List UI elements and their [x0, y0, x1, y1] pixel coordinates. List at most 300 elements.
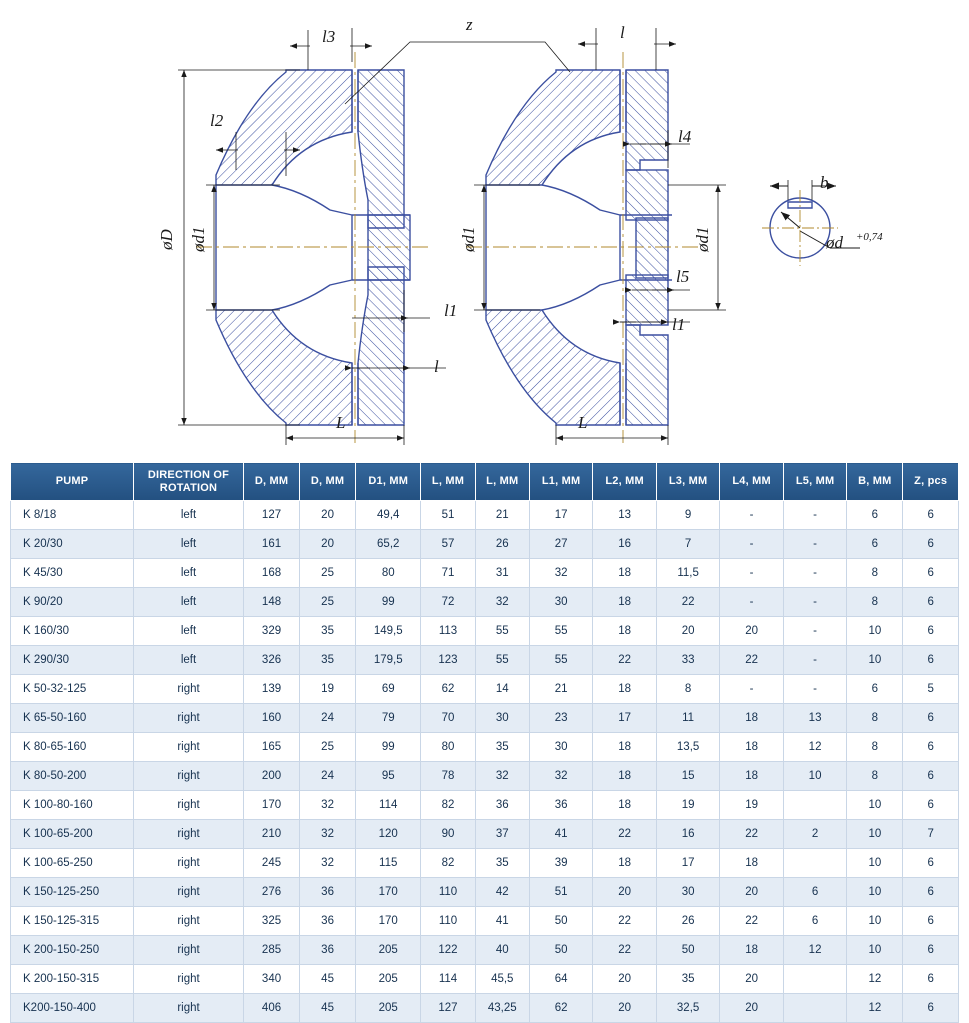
table-cell: 90 — [421, 820, 475, 849]
table-cell: 8 — [847, 588, 903, 617]
table-cell: 20 — [300, 530, 356, 559]
header-b: B, MM — [847, 463, 903, 501]
table-cell — [783, 994, 846, 1023]
table-cell: - — [720, 501, 783, 530]
table-row — [11, 936, 959, 965]
table-cell: 6 — [903, 878, 959, 907]
table-cell: 210 — [244, 820, 300, 849]
table-cell: 21 — [529, 675, 592, 704]
label-l-left: l — [434, 357, 439, 376]
table-row — [11, 907, 959, 936]
cell-pump-model: K 65-50-160 — [11, 704, 134, 733]
table-cell: 325 — [244, 907, 300, 936]
table-cell: 65,2 — [356, 530, 421, 559]
table-cell: 22 — [593, 646, 656, 675]
table-cell: 33 — [656, 646, 719, 675]
table-cell: 32 — [300, 849, 356, 878]
table-cell: 36 — [475, 791, 529, 820]
header-l3: L3, MM — [656, 463, 719, 501]
table-cell: 24 — [300, 704, 356, 733]
table-cell: 22 — [593, 936, 656, 965]
table-row — [11, 878, 959, 907]
table-cell: 12 — [783, 733, 846, 762]
table-cell: right — [134, 849, 244, 878]
table-cell: 10 — [847, 849, 903, 878]
table-cell: 161 — [244, 530, 300, 559]
table-cell: 24 — [300, 762, 356, 791]
table-row — [11, 588, 959, 617]
label-l4: l4 — [678, 127, 692, 146]
table-cell: 20 — [593, 878, 656, 907]
table-cell: 10 — [847, 791, 903, 820]
table-cell: 32 — [300, 791, 356, 820]
table-cell: 329 — [244, 617, 300, 646]
table-cell: 8 — [847, 762, 903, 791]
table-cell: right — [134, 936, 244, 965]
table-cell: - — [720, 675, 783, 704]
cell-pump-model: K 80-65-160 — [11, 733, 134, 762]
table-cell: 49,4 — [356, 501, 421, 530]
table-cell: - — [720, 559, 783, 588]
table-cell: 95 — [356, 762, 421, 791]
table-cell: 62 — [421, 675, 475, 704]
table-cell: 406 — [244, 994, 300, 1023]
table-cell: - — [783, 646, 846, 675]
label-z: z — [466, 15, 473, 34]
table-cell: 7 — [656, 530, 719, 559]
table-cell: 10 — [847, 617, 903, 646]
table-cell: 148 — [244, 588, 300, 617]
table-cell: 15 — [656, 762, 719, 791]
table-cell: 6 — [903, 559, 959, 588]
table-cell: 170 — [356, 878, 421, 907]
table-cell: 18 — [720, 762, 783, 791]
table-cell: 170 — [356, 907, 421, 936]
cell-pump-model: K 45/30 — [11, 559, 134, 588]
table-cell: 20 — [720, 617, 783, 646]
table-cell: left — [134, 530, 244, 559]
table-cell: 179,5 — [356, 646, 421, 675]
header-l: L, MM — [475, 463, 529, 501]
table-cell: - — [783, 559, 846, 588]
table-cell: 18 — [720, 849, 783, 878]
table-cell: 17 — [529, 501, 592, 530]
table-cell: 70 — [421, 704, 475, 733]
header-l5: L5, MM — [783, 463, 846, 501]
header-pump: PUMP — [11, 463, 134, 501]
table-cell: 2 — [783, 820, 846, 849]
table-cell: 18 — [593, 588, 656, 617]
table-cell: 16 — [593, 530, 656, 559]
table-cell: 31 — [475, 559, 529, 588]
table-cell: 17 — [593, 704, 656, 733]
header-z: Z, pcs — [903, 463, 959, 501]
table-cell: 6 — [903, 646, 959, 675]
table-cell: 50 — [529, 907, 592, 936]
table-cell: 11 — [656, 704, 719, 733]
shaft-keyway-detail — [762, 180, 860, 266]
table-cell: 22 — [656, 588, 719, 617]
table-cell: 55 — [475, 617, 529, 646]
table-cell: 36 — [300, 907, 356, 936]
table-cell: 276 — [244, 878, 300, 907]
table-cell: 139 — [244, 675, 300, 704]
table-cell: 205 — [356, 936, 421, 965]
table-cell: right — [134, 994, 244, 1023]
left-impeller-section — [216, 70, 410, 425]
table-cell: 13,5 — [656, 733, 719, 762]
table-row — [11, 675, 959, 704]
table-cell: 80 — [356, 559, 421, 588]
table-cell: 80 — [421, 733, 475, 762]
table-cell: 6 — [783, 878, 846, 907]
table-cell: 6 — [903, 849, 959, 878]
table-cell: 35 — [656, 965, 719, 994]
table-cell: right — [134, 791, 244, 820]
table-row — [11, 733, 959, 762]
table-cell: 55 — [475, 646, 529, 675]
table-cell: 99 — [356, 733, 421, 762]
table-cell: 19 — [720, 791, 783, 820]
table-cell: 123 — [421, 646, 475, 675]
table-cell: 6 — [903, 907, 959, 936]
table-cell: right — [134, 878, 244, 907]
table-cell: 57 — [421, 530, 475, 559]
cell-pump-model: K 100-65-250 — [11, 849, 134, 878]
table-cell: 10 — [847, 907, 903, 936]
table-cell: 8 — [847, 733, 903, 762]
table-cell: 19 — [300, 675, 356, 704]
table-cell: 22 — [720, 907, 783, 936]
cell-pump-model: K 90/20 — [11, 588, 134, 617]
table-cell: 245 — [244, 849, 300, 878]
label-L-left: L — [336, 413, 346, 432]
table-cell: 42 — [475, 878, 529, 907]
label-L-right: L — [578, 413, 588, 432]
table-cell: 32 — [529, 762, 592, 791]
table-row — [11, 791, 959, 820]
table-header-row — [11, 463, 959, 501]
table-cell: 26 — [656, 907, 719, 936]
table-cell: 13 — [593, 501, 656, 530]
table-row — [11, 559, 959, 588]
header-l2: L2, MM — [593, 463, 656, 501]
table-cell: 14 — [475, 675, 529, 704]
table-row — [11, 965, 959, 994]
table-cell: 168 — [244, 559, 300, 588]
table-cell: 6 — [847, 530, 903, 559]
table-cell: 35 — [475, 733, 529, 762]
table-cell: 8 — [656, 675, 719, 704]
table-cell: 160 — [244, 704, 300, 733]
table-cell: 22 — [720, 646, 783, 675]
table-cell: 6 — [903, 791, 959, 820]
table-cell: 36 — [300, 936, 356, 965]
table-cell: 19 — [656, 791, 719, 820]
table-cell: 340 — [244, 965, 300, 994]
label-l5: l5 — [676, 267, 690, 286]
table-cell: 32,5 — [656, 994, 719, 1023]
table-body — [11, 501, 959, 1023]
table-cell: 12 — [847, 994, 903, 1023]
table-cell: 6 — [903, 936, 959, 965]
table-cell: 120 — [356, 820, 421, 849]
table-cell: 30 — [529, 733, 592, 762]
table-cell: right — [134, 820, 244, 849]
table-cell: 25 — [300, 733, 356, 762]
table-cell: 16 — [656, 820, 719, 849]
table-cell: - — [720, 530, 783, 559]
table-cell: 64 — [529, 965, 592, 994]
table-cell: 122 — [421, 936, 475, 965]
table-cell: 18 — [593, 733, 656, 762]
cell-pump-model: K 80-50-200 — [11, 762, 134, 791]
table-cell: 41 — [475, 907, 529, 936]
table-cell: 72 — [421, 588, 475, 617]
table-cell: 32 — [300, 820, 356, 849]
table-cell: 25 — [300, 559, 356, 588]
table-cell: 55 — [529, 617, 592, 646]
table-cell: 12 — [783, 936, 846, 965]
table-cell: 6 — [903, 965, 959, 994]
table-cell: 82 — [421, 849, 475, 878]
cell-pump-model: K 20/30 — [11, 530, 134, 559]
table-cell: 45,5 — [475, 965, 529, 994]
cell-pump-model: K 150-125-250 — [11, 878, 134, 907]
table-cell: - — [783, 530, 846, 559]
table-cell: 51 — [421, 501, 475, 530]
table-cell: 45 — [300, 994, 356, 1023]
table-cell: 11,5 — [656, 559, 719, 588]
table-cell: 110 — [421, 878, 475, 907]
label-phi-d: ød — [826, 233, 843, 252]
table-cell: 18 — [720, 733, 783, 762]
table-row — [11, 849, 959, 878]
table-cell: 20 — [720, 965, 783, 994]
table-cell: right — [134, 907, 244, 936]
table-cell: 6 — [783, 907, 846, 936]
table-cell: 12 — [847, 965, 903, 994]
table-cell: 6 — [903, 530, 959, 559]
table-cell: right — [134, 762, 244, 791]
table-cell: 45 — [300, 965, 356, 994]
table-cell: - — [783, 588, 846, 617]
label-phi-D: øD — [157, 229, 176, 250]
table-cell: - — [783, 675, 846, 704]
impeller-technical-drawing — [0, 0, 969, 455]
table-cell: - — [720, 588, 783, 617]
table-cell: 6 — [903, 733, 959, 762]
table-cell: 69 — [356, 675, 421, 704]
table-cell: 32 — [475, 588, 529, 617]
table-cell: 41 — [529, 820, 592, 849]
table-cell: 25 — [300, 588, 356, 617]
table-cell: 114 — [421, 965, 475, 994]
table-cell: 6 — [847, 501, 903, 530]
table-cell — [783, 791, 846, 820]
table-cell: 36 — [529, 791, 592, 820]
table-cell: 18 — [593, 559, 656, 588]
table-cell: 99 — [356, 588, 421, 617]
label-phi-d1-left: ød1 — [189, 226, 208, 252]
table-cell: 17 — [656, 849, 719, 878]
table-cell: 20 — [300, 501, 356, 530]
cell-pump-model: K 8/18 — [11, 501, 134, 530]
table-cell: 36 — [300, 878, 356, 907]
table-cell: right — [134, 965, 244, 994]
table-cell: 62 — [529, 994, 592, 1023]
table-cell: left — [134, 617, 244, 646]
cell-pump-model: K 50-32-125 — [11, 675, 134, 704]
header-l4: L4, MM — [720, 463, 783, 501]
table-row — [11, 646, 959, 675]
table-cell: 6 — [903, 588, 959, 617]
header-d: D, MM — [244, 463, 300, 501]
table-cell: - — [783, 501, 846, 530]
cell-pump-model: K 290/30 — [11, 646, 134, 675]
label-l2: l2 — [210, 111, 224, 130]
table-cell: 18 — [720, 704, 783, 733]
cell-pump-model: K 100-80-160 — [11, 791, 134, 820]
label-phi-d1-right: ød1 — [693, 226, 712, 252]
table-cell: 18 — [593, 849, 656, 878]
label-b: b — [820, 173, 829, 192]
table-cell: 205 — [356, 994, 421, 1023]
table-cell: 18 — [593, 617, 656, 646]
table-cell: 23 — [529, 704, 592, 733]
table-cell: 6 — [903, 704, 959, 733]
table-cell: 7 — [903, 820, 959, 849]
label-l3: l3 — [322, 27, 336, 46]
table-cell: 18 — [593, 675, 656, 704]
header-d1: D1, MM — [356, 463, 421, 501]
table-cell: 5 — [903, 675, 959, 704]
table-cell: 9 — [656, 501, 719, 530]
table-cell: 13 — [783, 704, 846, 733]
table-cell: 27 — [529, 530, 592, 559]
table-head — [11, 463, 959, 501]
table-cell: 18 — [593, 762, 656, 791]
table-cell: 35 — [475, 849, 529, 878]
table-cell: 71 — [421, 559, 475, 588]
table-row — [11, 501, 959, 530]
table-cell: 82 — [421, 791, 475, 820]
table-cell: 8 — [847, 559, 903, 588]
table-cell: left — [134, 588, 244, 617]
table-cell: 10 — [847, 646, 903, 675]
cell-pump-model: K 200-150-315 — [11, 965, 134, 994]
table-cell: 205 — [356, 965, 421, 994]
cell-pump-model: K 100-65-200 — [11, 820, 134, 849]
table-cell: 20 — [593, 994, 656, 1023]
table-cell: 200 — [244, 762, 300, 791]
table-cell: 20 — [720, 878, 783, 907]
table-cell: right — [134, 704, 244, 733]
cell-pump-model: K 150-125-315 — [11, 907, 134, 936]
table-cell: left — [134, 646, 244, 675]
table-row — [11, 762, 959, 791]
table-row — [11, 704, 959, 733]
table-cell: 114 — [356, 791, 421, 820]
table-cell: 18 — [593, 791, 656, 820]
label-l-top: l — [620, 23, 625, 42]
table-cell: 326 — [244, 646, 300, 675]
table-cell: 50 — [656, 936, 719, 965]
cell-pump-model: K 200-150-250 — [11, 936, 134, 965]
table-cell: left — [134, 501, 244, 530]
table-cell: 6 — [903, 994, 959, 1023]
table-cell: 10 — [847, 820, 903, 849]
cell-pump-model: K200-150-400 — [11, 994, 134, 1023]
label-phi-d1-mid: ød1 — [459, 226, 478, 252]
table-cell: 6 — [903, 501, 959, 530]
table-cell: 22 — [720, 820, 783, 849]
table-cell: 20 — [656, 617, 719, 646]
pump-specification-table — [10, 462, 959, 1023]
cell-pump-model: K 160/30 — [11, 617, 134, 646]
table-cell — [783, 965, 846, 994]
table-row — [11, 617, 959, 646]
table-cell: 32 — [529, 559, 592, 588]
table-cell: 6 — [903, 617, 959, 646]
table-cell: 6 — [903, 762, 959, 791]
table-cell: 30 — [475, 704, 529, 733]
table-cell: 39 — [529, 849, 592, 878]
table-cell: 8 — [847, 704, 903, 733]
table-cell: 50 — [529, 936, 592, 965]
table-cell: 10 — [847, 878, 903, 907]
header-direction-of-rotation: DIRECTION OF ROTATION — [134, 463, 244, 501]
table-cell: 149,5 — [356, 617, 421, 646]
table-cell: 10 — [783, 762, 846, 791]
header-l-big: L, MM — [421, 463, 475, 501]
header-l1: L1, MM — [529, 463, 592, 501]
table-cell: 21 — [475, 501, 529, 530]
label-phi-d-tolerance: +0,74 — [856, 231, 883, 243]
table-cell: 10 — [847, 936, 903, 965]
table-cell: 43,25 — [475, 994, 529, 1023]
table-cell: 30 — [656, 878, 719, 907]
table-cell: 20 — [720, 994, 783, 1023]
table-cell — [783, 849, 846, 878]
table-cell: 20 — [593, 965, 656, 994]
label-l1-right: l1 — [672, 315, 686, 334]
table-cell: 35 — [300, 617, 356, 646]
table-cell: 115 — [356, 849, 421, 878]
table-cell: 127 — [244, 501, 300, 530]
table-cell: 127 — [421, 994, 475, 1023]
header-d-small: D, MM — [300, 463, 356, 501]
table-cell: 6 — [847, 675, 903, 704]
table-cell: 40 — [475, 936, 529, 965]
table-cell: 26 — [475, 530, 529, 559]
table-row — [11, 820, 959, 849]
table-cell: - — [783, 617, 846, 646]
table-cell: 35 — [300, 646, 356, 675]
table-cell: 32 — [475, 762, 529, 791]
table-cell: 78 — [421, 762, 475, 791]
table-cell: 285 — [244, 936, 300, 965]
table-cell: 165 — [244, 733, 300, 762]
table-cell: 113 — [421, 617, 475, 646]
table-cell: right — [134, 675, 244, 704]
table-cell: 18 — [720, 936, 783, 965]
table-cell: 30 — [529, 588, 592, 617]
table-cell: 22 — [593, 907, 656, 936]
drawing-svg — [0, 0, 969, 455]
label-l1-left: l1 — [444, 301, 458, 320]
table-cell: 51 — [529, 878, 592, 907]
